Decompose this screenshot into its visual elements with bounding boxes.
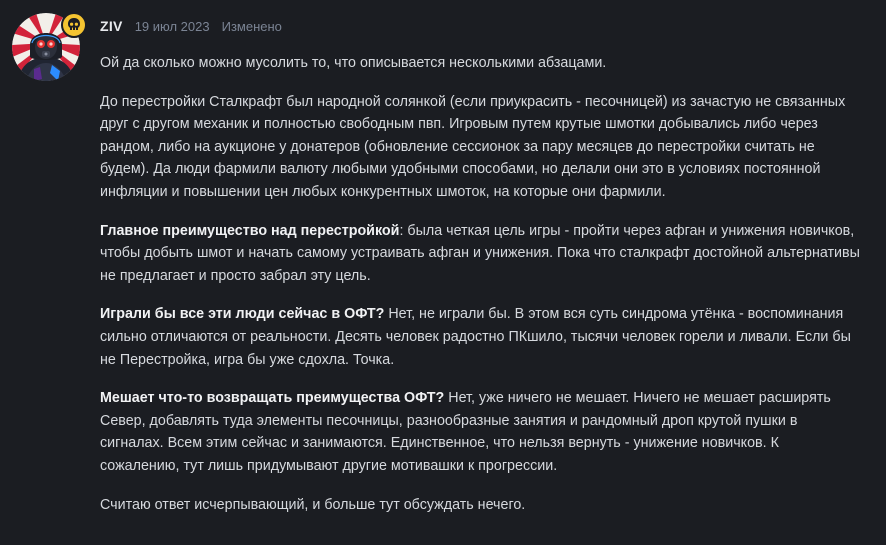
paragraph (100, 220, 860, 288)
paragraph-text: Нет, не играли бы. В этом вся суть синдрома утёнка - воспоминания сильно отличаются от реальности. Десять человек радостно ПКшило, тысячи человек горели и ливали. Если бы не Перестройка, игра бы уже сдохла. Точка. (100, 306, 851, 368)
edited-label: Изменено (221, 18, 282, 34)
skull-badge-icon (61, 12, 87, 38)
paragraph-lead: Мешает что-то возвращать преимущества ОФТ? (100, 390, 445, 407)
paragraph (100, 91, 860, 204)
comment-header (100, 17, 282, 35)
paragraph (100, 387, 860, 477)
comment-date[interactable]: 19 июл 2023 (134, 18, 210, 34)
paragraph-text: Считаю ответ исчерпывающий, и больше тут обсуждать нечего. (100, 496, 526, 513)
paragraph (100, 494, 860, 517)
paragraph-text: Ой да сколько можно мусолить то, что описывается несколькими абзацами. (100, 55, 607, 71)
paragraph-text: До перестройки Сталкрафт был народной солянкой (если приукрасить - песочницей) из зачастую не связанных друг с другом механик и полностью свободным пвп. Игровым путем крутые шмотки добывались либо через рандом, либо на аукционе у донатеров (обновление сессионок за пару месяцев до перестройки считать не будем). Да люди фармили валюту любыми удобными способами, но делали они это в условиях постоянной инфляции и повышении цен любых конкурентных шмоток, на которые они фармили. (100, 93, 846, 200)
paragraph (100, 52, 860, 75)
author-name[interactable]: ZIV (100, 18, 123, 34)
avatar-wrap (12, 13, 80, 81)
comment-body (100, 52, 860, 532)
paragraph-text: Нет, уже ничего не мешает. Ничего не мешает расширять Север, добавлять туда элементы песочницы, разнообразные занятия и рандомный дроп крутой пушки в сигналах. Всем этим сейчас и занимаются. Единственное, что нельзя вернуть - унижение новичков. К сожалению, тут лишь придумывают другие мотивашки к прогрессии. (100, 390, 831, 474)
paragraph-lead: Главное преимущество над перестройкой (100, 222, 400, 239)
paragraph-lead: Играли бы все эти люди сейчас в ОФТ? (100, 306, 385, 323)
paragraph (100, 303, 860, 371)
paragraph-text: : была четкая цель игры - пройти через афган и унижения новичков, чтобы добыть шмот и начать самому устраивать афган и унижения. Пока что сталкрафт достойной альтернативы не предлагает и просто забрал эту цель. (100, 222, 860, 284)
